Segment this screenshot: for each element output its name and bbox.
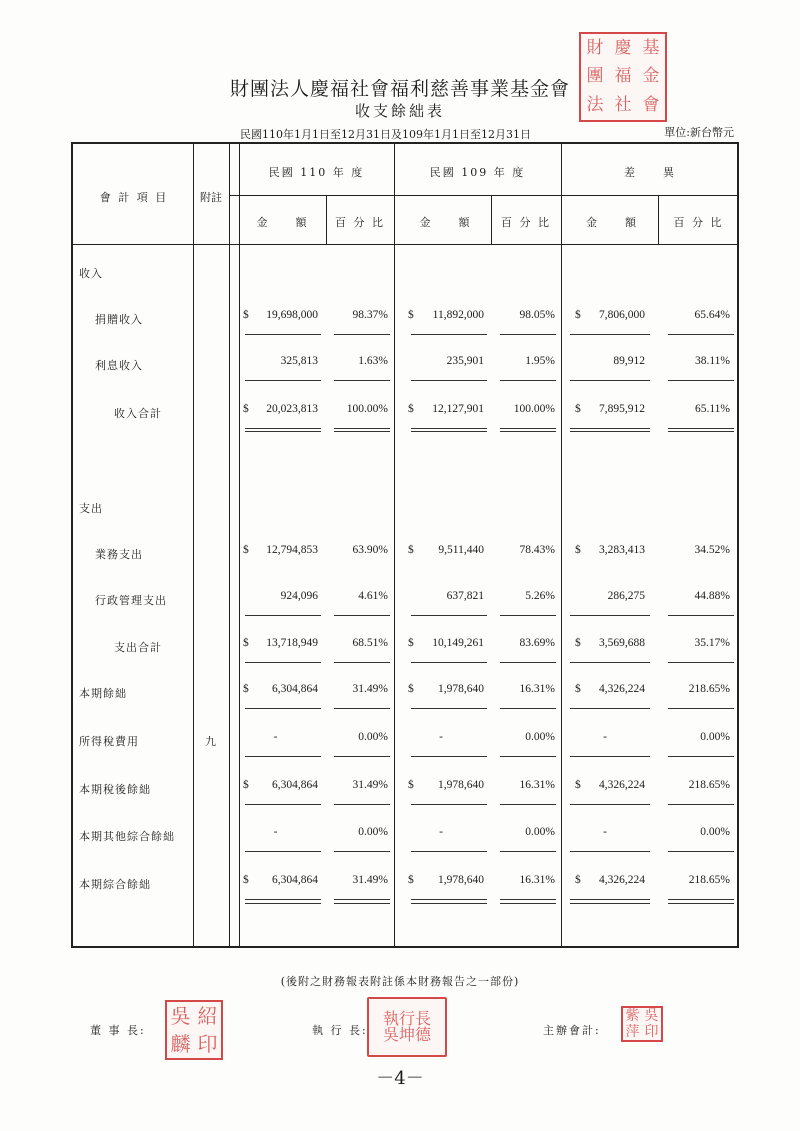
double-underline: [500, 899, 556, 904]
underline: [245, 428, 321, 429]
underline: [668, 615, 734, 616]
seal-char: 福: [614, 66, 632, 87]
chair-signature-label: 董 事 長:: [90, 1024, 146, 1037]
header-amount: 金 額: [586, 216, 638, 229]
underline: [334, 851, 390, 852]
underline: [245, 708, 321, 709]
seal-char: 行: [398, 1009, 415, 1028]
underline: [668, 428, 734, 429]
underline: [570, 662, 650, 663]
seal-char: 吳: [382, 1025, 399, 1044]
underline: [245, 615, 321, 616]
percent-cell: 68.51%: [352, 637, 388, 649]
percent-cell: 98.37%: [352, 309, 388, 321]
amount-cell: -: [439, 826, 443, 838]
amount-cell: $ 13,718,949: [243, 637, 318, 649]
row-label: 行政管理支出: [95, 594, 167, 607]
row-label: 本期其他綜合餘絀: [79, 830, 175, 843]
seal-char: 法: [586, 95, 604, 116]
double-underline: [334, 899, 390, 904]
underline: [668, 756, 734, 757]
underline: [411, 334, 487, 335]
amount-cell: $ 9,511,440: [408, 544, 484, 556]
underline: [570, 431, 650, 432]
seal-char: 慶: [614, 37, 632, 58]
underline: [411, 662, 487, 663]
header-bottom-rule: [71, 244, 739, 245]
underline: [334, 428, 390, 429]
header-year-110: 民國 110 年 度: [268, 166, 365, 179]
percent-cell: 16.31%: [519, 683, 555, 695]
column-divider: [193, 142, 194, 948]
underline: [334, 756, 390, 757]
underline: [500, 428, 556, 429]
underline: [668, 708, 734, 709]
seal-char: 紫: [625, 1008, 640, 1024]
percent-cell: 63.90%: [352, 544, 388, 556]
double-underline: [570, 899, 650, 904]
double-underline: [245, 899, 321, 904]
amount-cell: 924,096: [280, 590, 318, 602]
seal-char: 萍: [625, 1024, 640, 1040]
column-divider: [394, 142, 395, 948]
organization-title: 財團法人慶福社會福利慈善事業基金會: [229, 78, 570, 100]
amount-cell: $ 3,283,413: [575, 544, 645, 556]
percent-cell: 218.65%: [688, 874, 730, 886]
underline: [334, 804, 390, 805]
column-divider: [561, 142, 562, 948]
amount-cell: 637,821: [446, 590, 484, 602]
amount-cell: $ 1,978,640: [408, 683, 484, 695]
row-label: 本期綜合餘絀: [79, 878, 151, 891]
percent-cell: 218.65%: [688, 779, 730, 791]
underline: [334, 431, 390, 432]
header-percent: 百 分 比: [501, 216, 551, 229]
underline: [668, 851, 734, 852]
underline: [668, 380, 734, 381]
amount-cell: -: [603, 826, 607, 838]
amount-cell: 286,275: [607, 590, 645, 602]
percent-cell: 5.26%: [525, 590, 555, 602]
row-note: 九: [205, 735, 217, 748]
amount-cell: $ 4,326,224: [575, 683, 645, 695]
amount-cell: -: [273, 731, 278, 743]
percent-cell: 65.11%: [694, 403, 730, 415]
percent-cell: 35.17%: [694, 637, 730, 649]
row-label: 捐贈收入: [95, 313, 143, 326]
underline: [411, 615, 487, 616]
double-underline: [668, 899, 734, 904]
underline: [245, 851, 321, 852]
page-number: －4－: [376, 1068, 424, 1089]
section-expense: 支出: [79, 502, 103, 515]
amount-cell: $ 20,023,813: [243, 403, 318, 415]
percent-cell: 0.00%: [358, 731, 388, 743]
underline: [500, 851, 556, 852]
underline: [500, 334, 556, 335]
seal-char: 麟: [170, 1032, 191, 1056]
row-label: 本期餘絀: [79, 687, 127, 700]
percent-cell: 38.11%: [694, 355, 730, 367]
underline: [334, 615, 390, 616]
column-divider: [229, 142, 230, 948]
percent-cell: 0.00%: [358, 826, 388, 838]
ceo-seal: [367, 997, 447, 1057]
section-income: 收入: [79, 267, 103, 280]
currency-unit: 單位:新台幣元: [664, 126, 734, 139]
underline: [668, 804, 734, 805]
seal-char: 金: [642, 66, 660, 87]
underline: [245, 804, 321, 805]
underline: [245, 334, 321, 335]
seal-char: 財: [586, 37, 604, 58]
amount-cell: $ 4,326,224: [575, 779, 645, 791]
underline: [245, 380, 321, 381]
row-label: 所得稅費用: [79, 735, 139, 748]
amount-cell: $ 11,892,000: [408, 309, 484, 321]
row-label: 業務支出: [95, 548, 143, 561]
chair-seal: [165, 1000, 223, 1060]
underline: [411, 756, 487, 757]
row-label: 本期稅後餘絀: [79, 783, 151, 796]
seal-char: 紹: [197, 1004, 218, 1028]
amount-cell: 89,912: [613, 355, 645, 367]
amount-cell: $ 3,569,688: [575, 637, 645, 649]
underline: [570, 708, 650, 709]
header-amount: 金 額: [256, 216, 309, 229]
percent-cell: 31.49%: [352, 874, 388, 886]
percent-cell: 0.00%: [525, 826, 555, 838]
underline: [411, 851, 487, 852]
statement-title: 收支餘絀表: [354, 102, 445, 120]
row-label: 利息收入: [95, 359, 143, 372]
percent-cell: 0.00%: [525, 731, 555, 743]
underline: [411, 428, 487, 429]
underline: [668, 334, 734, 335]
underline: [570, 334, 650, 335]
seal-char: 坤: [398, 1025, 415, 1044]
amount-cell: $ 6,304,864: [243, 779, 318, 791]
accountant-signature-label: 主辦會計:: [543, 1024, 601, 1037]
amount-cell: $ 12,127,901: [408, 403, 484, 415]
percent-cell: 34.52%: [694, 544, 730, 556]
percent-cell: 1.63%: [358, 355, 388, 367]
amount-cell: $ 4,326,224: [575, 874, 645, 886]
underline: [500, 380, 556, 381]
amount-cell: $ 6,304,864: [243, 874, 318, 886]
amount-cell: $ 7,806,000: [575, 309, 645, 321]
underline: [334, 662, 390, 663]
underline: [500, 615, 556, 616]
double-underline: [411, 899, 487, 904]
percent-cell: 218.65%: [688, 683, 730, 695]
percent-cell: 100.00%: [513, 403, 555, 415]
underline: [411, 708, 487, 709]
percent-cell: 31.49%: [352, 683, 388, 695]
header-item: 會 計 項 目: [99, 191, 169, 204]
seal-char: 會: [642, 95, 660, 116]
percent-cell: 31.49%: [352, 779, 388, 791]
percent-cell: 1.95%: [525, 355, 555, 367]
amount-cell: $ 6,304,864: [243, 683, 318, 695]
seal-char: 德: [415, 1025, 432, 1044]
percent-cell: 0.00%: [700, 826, 730, 838]
header-year-109: 民國 109 年 度: [429, 166, 526, 179]
seal-char: 執: [382, 1009, 399, 1028]
amount-cell: 325,813: [280, 355, 318, 367]
percent-cell: 100.00%: [346, 403, 388, 415]
underline: [245, 756, 321, 757]
underline: [668, 662, 734, 663]
seal-char: 印: [197, 1032, 218, 1056]
underline: [500, 804, 556, 805]
header-percent: 百 分 比: [673, 216, 724, 229]
percent-cell: 78.43%: [519, 544, 555, 556]
amount-cell: -: [273, 826, 278, 838]
seal-char: 團: [586, 66, 604, 87]
amount-cell: -: [603, 731, 607, 743]
underline: [334, 334, 390, 335]
seal-char: 社: [614, 95, 632, 116]
seal-char: 吳: [170, 1004, 191, 1028]
ceo-signature-label: 執 行 長:: [312, 1024, 368, 1037]
underline: [334, 708, 390, 709]
underline: [570, 615, 650, 616]
amount-cell: 235,901: [446, 355, 484, 367]
underline: [500, 431, 556, 432]
underline: [500, 662, 556, 663]
percent-cell: 0.00%: [700, 731, 730, 743]
percent-cell: 4.61%: [358, 590, 388, 602]
seal-char: 印: [644, 1024, 659, 1040]
underline: [668, 431, 734, 432]
underline: [245, 431, 321, 432]
percent-cell: 16.31%: [519, 779, 555, 791]
underline: [411, 380, 487, 381]
percent-cell: 83.69%: [519, 637, 555, 649]
underline: [500, 756, 556, 757]
header-difference: 差 異: [624, 166, 676, 179]
row-label: 支出合計: [114, 641, 162, 654]
amount-cell: $ 10,149,261: [408, 637, 484, 649]
underline: [570, 851, 650, 852]
header-note: 附註: [200, 191, 222, 204]
header-percent: 百 分 比: [335, 216, 385, 229]
amount-cell: $ 19,698,000: [243, 309, 318, 321]
seal-char: 吳: [644, 1008, 659, 1024]
seal-char: 基: [642, 37, 660, 58]
column-divider: [239, 142, 240, 948]
amount-cell: $ 7,895,912: [575, 403, 645, 415]
seal-char: 長: [415, 1009, 432, 1028]
amount-cell: -: [439, 731, 443, 743]
underline: [334, 380, 390, 381]
percent-cell: 98.05%: [519, 309, 555, 321]
underline: [245, 662, 321, 663]
amount-cell: $ 12,794,853: [243, 544, 318, 556]
header-divider: [229, 195, 739, 196]
underline: [570, 380, 650, 381]
row-label: 收入合計: [114, 407, 162, 420]
underline: [570, 428, 650, 429]
percent-cell: 44.88%: [694, 590, 730, 602]
underline: [411, 431, 487, 432]
underline: [500, 708, 556, 709]
amount-cell: $ 1,978,640: [408, 779, 484, 791]
footnote: (後附之財務報表附註係本財務報告之一部份): [280, 975, 520, 988]
underline: [570, 756, 650, 757]
percent-cell: 65.64%: [694, 309, 730, 321]
foundation-seal: [579, 32, 667, 122]
amount-cell: $ 1,978,640: [408, 874, 484, 886]
underline: [411, 804, 487, 805]
reporting-period: 民國110年1月1日至12月31日及109年1月1日至12月31日: [240, 128, 531, 141]
underline: [570, 804, 650, 805]
percent-cell: 16.31%: [519, 874, 555, 886]
header-amount: 金 額: [419, 216, 472, 229]
accountant-seal: [621, 1006, 663, 1042]
